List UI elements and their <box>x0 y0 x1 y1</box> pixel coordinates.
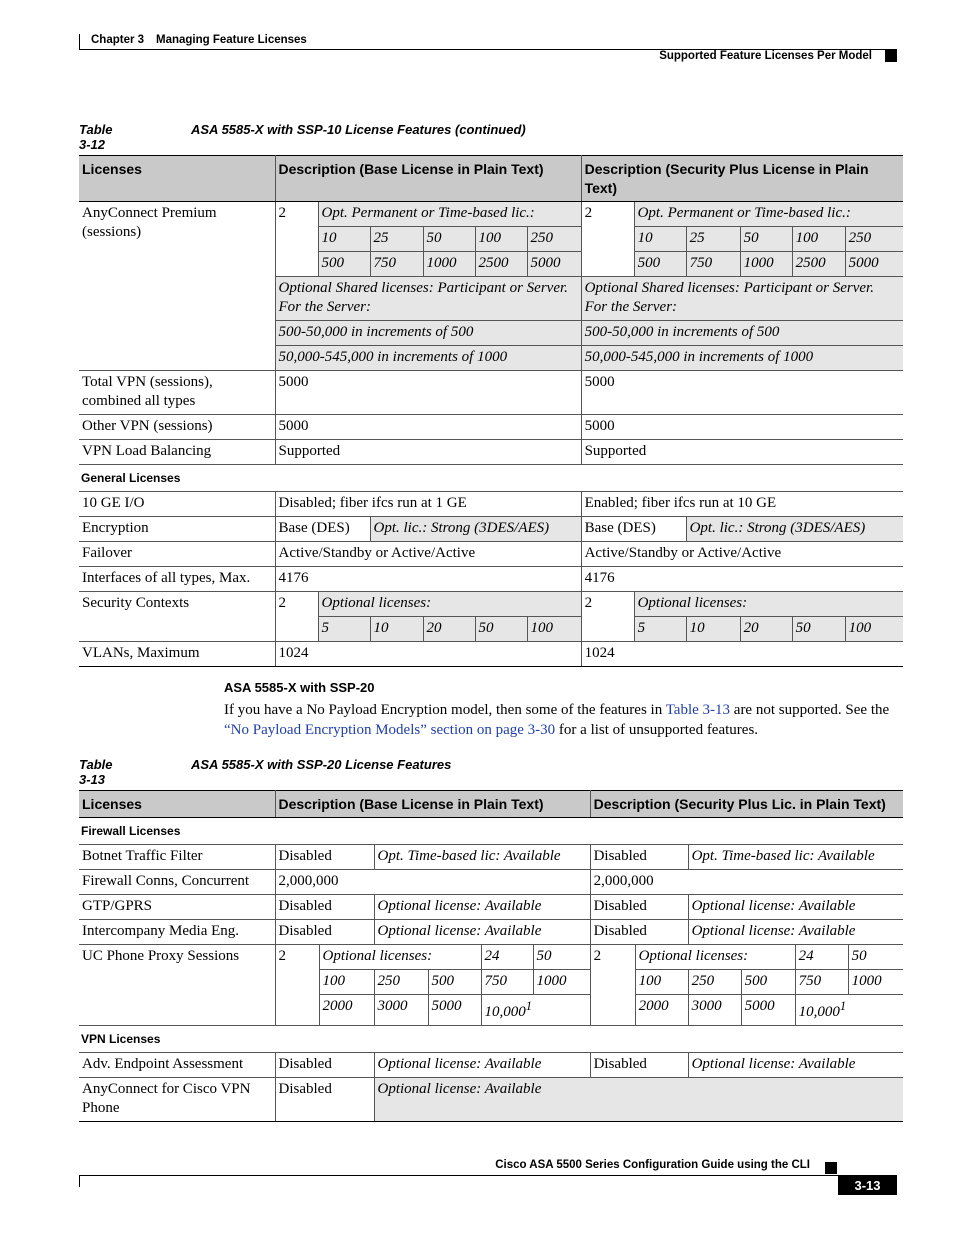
base-option: Opt. lic.: Strong (3DES/AES) <box>370 517 581 542</box>
opt-value: 10,000 <box>484 1004 526 1020</box>
plus-value: Disabled <box>590 895 688 920</box>
opt-cell: 25 <box>686 227 740 252</box>
base-value: 1024 <box>275 642 581 667</box>
base-value: Disabled; fiber ifcs run at 1 GE <box>275 492 581 517</box>
footer-rule <box>79 1175 897 1176</box>
opt-cell: 2500 <box>792 252 845 277</box>
section-paragraph <box>224 701 904 740</box>
base-option: Optional license: Available <box>374 920 590 945</box>
section-heading: ASA 5585-X with SSP-20 <box>224 680 375 695</box>
table-row <box>79 492 903 517</box>
table-row <box>79 592 903 617</box>
opt-cell: 750 <box>686 252 740 277</box>
opt-cell: 25 <box>370 227 423 252</box>
table-13 <box>79 790 903 1122</box>
table-row <box>79 440 903 465</box>
license-name: VPN Load Balancing <box>79 440 275 465</box>
opt-label: Optional licenses: <box>318 592 581 617</box>
category-row <box>79 818 903 845</box>
table-row <box>79 1053 903 1078</box>
plus-option: Optional license: Available <box>688 920 903 945</box>
base-value: Disabled <box>275 1053 374 1078</box>
opt-cell: 100 <box>635 970 688 995</box>
guide-title: Cisco ASA 5500 Series Configuration Guide using the CLI <box>495 1159 810 1171</box>
opt-label: Optional licenses: <box>634 592 903 617</box>
license-name: UC Phone Proxy Sessions <box>79 945 275 1026</box>
opt-cell-footnoted <box>795 995 903 1026</box>
plus-value: Disabled <box>590 920 688 945</box>
base-option: Opt. Time-based lic: Available <box>374 845 590 870</box>
table-13-header-row <box>79 791 903 818</box>
base-value: Base (DES) <box>275 517 370 542</box>
base-option: Optional license: Available <box>374 1078 903 1122</box>
opt-cell: 100 <box>319 970 374 995</box>
table-12 <box>79 155 903 667</box>
opt-cell: 500 <box>634 252 686 277</box>
license-name: Total VPN (sessions), combined all types <box>79 371 275 415</box>
base-value: Active/Standby or Active/Active <box>275 542 581 567</box>
opt-cell: 100 <box>845 617 903 642</box>
col-licenses-header: Licenses <box>79 156 275 202</box>
footnote-marker: 1 <box>839 999 847 1013</box>
col-plus-header: Description (Security Plus Lic. in Plain Text) <box>590 791 903 818</box>
opt-cell: 2000 <box>635 995 688 1026</box>
paragraph-text: are not supported. See the <box>730 702 890 718</box>
table-row <box>79 371 903 415</box>
table-row <box>79 1078 903 1122</box>
license-name: Botnet Traffic Filter <box>79 845 275 870</box>
opt-cell: 500 <box>318 252 370 277</box>
page-number: 3-13 <box>838 1176 897 1195</box>
plus-value: 2 <box>581 202 634 277</box>
general-licenses-heading: General Licenses <box>79 465 903 492</box>
plus-value: 1024 <box>581 642 903 667</box>
opt-cell: 250 <box>688 970 741 995</box>
opt-cell: 500 <box>428 970 481 995</box>
col-base-header: Description (Base License in Plain Text) <box>275 156 581 202</box>
plus-option: Optional license: Available <box>688 895 903 920</box>
plus-value: Disabled <box>590 845 688 870</box>
opt-cell: 5000 <box>428 995 481 1026</box>
table-3-13-link[interactable]: Table 3-13 <box>665 702 731 718</box>
plus-value: Enabled; fiber ifcs run at 10 GE <box>581 492 903 517</box>
opt-cell: 250 <box>374 970 428 995</box>
base-option: Optional license: Available <box>374 1053 590 1078</box>
opt-cell: 10 <box>318 227 370 252</box>
opt-cell: 100 <box>475 227 527 252</box>
plus-value: Base (DES) <box>581 517 686 542</box>
table-row <box>79 642 903 667</box>
table-row <box>79 517 903 542</box>
plus-value: Disabled <box>590 1053 688 1078</box>
base-value: 4176 <box>275 567 581 592</box>
paragraph-text: If you have a No Payload Encryption model, then some of the features in <box>224 702 666 718</box>
shared-licenses-base: Optional Shared licenses: Participant or Server. For the Server: <box>275 277 581 321</box>
opt-cell: 750 <box>795 970 848 995</box>
table-row <box>79 567 903 592</box>
opt-cell: 50 <box>792 617 845 642</box>
increments-1000-base: 50,000-545,000 in increments of 1000 <box>275 346 581 371</box>
table-row <box>79 542 903 567</box>
table-12-title: ASA 5585-X with SSP-10 License Features (continued) <box>191 122 526 137</box>
opt-cell: 500 <box>741 970 795 995</box>
table-12-header-row <box>79 156 903 202</box>
base-value: 2 <box>275 202 318 277</box>
table-row <box>79 415 903 440</box>
opt-cell: 1000 <box>740 252 792 277</box>
table-12-number: Table 3-12 <box>79 122 113 152</box>
base-value: 5000 <box>275 371 581 415</box>
opt-cell: 1000 <box>533 970 590 995</box>
increments-500-plus: 500-50,000 in increments of 500 <box>581 321 903 346</box>
opt-cell: 50 <box>848 945 903 970</box>
opt-cell: 1000 <box>423 252 475 277</box>
firewall-licenses-heading: Firewall Licenses <box>79 818 903 845</box>
opt-cell: 100 <box>792 227 845 252</box>
opt-cell: 5000 <box>845 252 903 277</box>
plus-value: 4176 <box>581 567 903 592</box>
col-base-header: Description (Base License in Plain Text) <box>275 791 590 818</box>
paragraph-text: for a list of unsupported features. <box>555 721 759 738</box>
opt-cell: 250 <box>527 227 581 252</box>
col-licenses-header: Licenses <box>79 791 275 818</box>
opt-cell: 3000 <box>374 995 428 1026</box>
opt-cell: 50 <box>423 227 475 252</box>
opt-cell-footnoted <box>481 995 590 1026</box>
opt-cell: 24 <box>481 945 533 970</box>
base-value: Disabled <box>275 1078 374 1122</box>
no-payload-encryption-link[interactable]: “No Payload Encryption Models” section on page 3-30 <box>224 721 556 738</box>
plus-value: Supported <box>581 440 903 465</box>
category-row <box>79 465 903 492</box>
increments-1000-plus: 50,000-545,000 in increments of 1000 <box>581 346 903 371</box>
opt-cell: 5000 <box>741 995 795 1026</box>
plus-value: 2 <box>590 945 635 1026</box>
opt-cell: 10 <box>370 617 423 642</box>
license-name: GTP/GPRS <box>79 895 275 920</box>
shared-licenses-plus: Optional Shared licenses: Participant or Server. For the Server: <box>581 277 903 321</box>
plus-value: Active/Standby or Active/Active <box>581 542 903 567</box>
license-name: Intercompany Media Eng. <box>79 920 275 945</box>
license-name: VLANs, Maximum <box>79 642 275 667</box>
opt-label: Optional licenses: <box>319 945 481 970</box>
vpn-licenses-heading: VPN Licenses <box>79 1026 903 1053</box>
opt-cell: 1000 <box>848 970 903 995</box>
header-tick <box>79 34 80 50</box>
plus-option: Optional license: Available <box>688 1053 903 1078</box>
opt-cell: 10 <box>634 227 686 252</box>
opt-label: Opt. Permanent or Time-based lic.: <box>634 202 903 227</box>
opt-cell: 10 <box>686 617 740 642</box>
opt-cell: 2000 <box>319 995 374 1026</box>
plus-option: Opt. Time-based lic: Available <box>688 845 903 870</box>
table-row <box>79 845 903 870</box>
opt-cell: 2500 <box>475 252 527 277</box>
base-value: 2 <box>275 945 319 1026</box>
opt-label: Opt. Permanent or Time-based lic.: <box>318 202 581 227</box>
opt-cell: 50 <box>475 617 527 642</box>
base-value: Disabled <box>275 845 374 870</box>
chapter-title: Managing Feature Licenses <box>156 34 307 46</box>
base-value: Disabled <box>275 920 374 945</box>
header-marker <box>885 50 897 62</box>
section-title: Supported Feature Licenses Per Model <box>659 50 872 62</box>
opt-cell: 5000 <box>527 252 581 277</box>
opt-cell: 50 <box>740 227 792 252</box>
base-value: 5000 <box>275 415 581 440</box>
license-name: Security Contexts <box>79 592 275 642</box>
license-name: AnyConnect for Cisco VPN Phone <box>79 1078 275 1122</box>
plus-value: 2,000,000 <box>590 870 903 895</box>
table-13-number: Table 3-13 <box>79 757 113 787</box>
increments-500-base: 500-50,000 in increments of 500 <box>275 321 581 346</box>
opt-cell: 5 <box>634 617 686 642</box>
table-row <box>79 870 903 895</box>
base-value: 2,000,000 <box>275 870 590 895</box>
footnote-marker: 1 <box>525 999 532 1013</box>
opt-label: Optional licenses: <box>635 945 795 970</box>
license-name: Interfaces of all types, Max. <box>79 567 275 592</box>
opt-cell: 100 <box>527 617 581 642</box>
license-name: Failover <box>79 542 275 567</box>
opt-cell: 50 <box>533 945 590 970</box>
table-row <box>79 945 903 970</box>
license-name: Encryption <box>79 517 275 542</box>
plus-option: Opt. lic.: Strong (3DES/AES) <box>686 517 903 542</box>
opt-cell: 750 <box>481 970 533 995</box>
base-option: Optional license: Available <box>374 895 590 920</box>
license-name: AnyConnect Premium (sessions) <box>79 202 275 371</box>
table-row <box>79 895 903 920</box>
license-name: Firewall Conns, Concurrent <box>79 870 275 895</box>
table-row <box>79 920 903 945</box>
footer-marker <box>825 1162 837 1174</box>
opt-cell: 750 <box>370 252 423 277</box>
col-plus-header: Description (Security Plus License in Plain Text) <box>581 156 903 202</box>
license-name: 10 GE I/O <box>79 492 275 517</box>
opt-cell: 250 <box>845 227 903 252</box>
table-row <box>79 202 903 227</box>
license-name: Adv. Endpoint Assessment <box>79 1053 275 1078</box>
plus-value: 5000 <box>581 415 903 440</box>
opt-cell: 24 <box>795 945 848 970</box>
category-row <box>79 1026 903 1053</box>
base-value: Disabled <box>275 895 374 920</box>
opt-cell: 3000 <box>688 995 741 1026</box>
footer-tick <box>79 1175 80 1187</box>
plus-value: 2 <box>581 592 634 642</box>
opt-cell: 20 <box>740 617 792 642</box>
opt-cell: 5 <box>318 617 370 642</box>
base-value: Supported <box>275 440 581 465</box>
chapter-label: Chapter 3 <box>91 34 145 46</box>
opt-cell: 20 <box>423 617 475 642</box>
base-value: 2 <box>275 592 318 642</box>
plus-value: 5000 <box>581 371 903 415</box>
table-13-title: ASA 5585-X with SSP-20 License Features <box>191 757 452 772</box>
opt-value: 10,000 <box>798 1004 840 1020</box>
license-name: Other VPN (sessions) <box>79 415 275 440</box>
